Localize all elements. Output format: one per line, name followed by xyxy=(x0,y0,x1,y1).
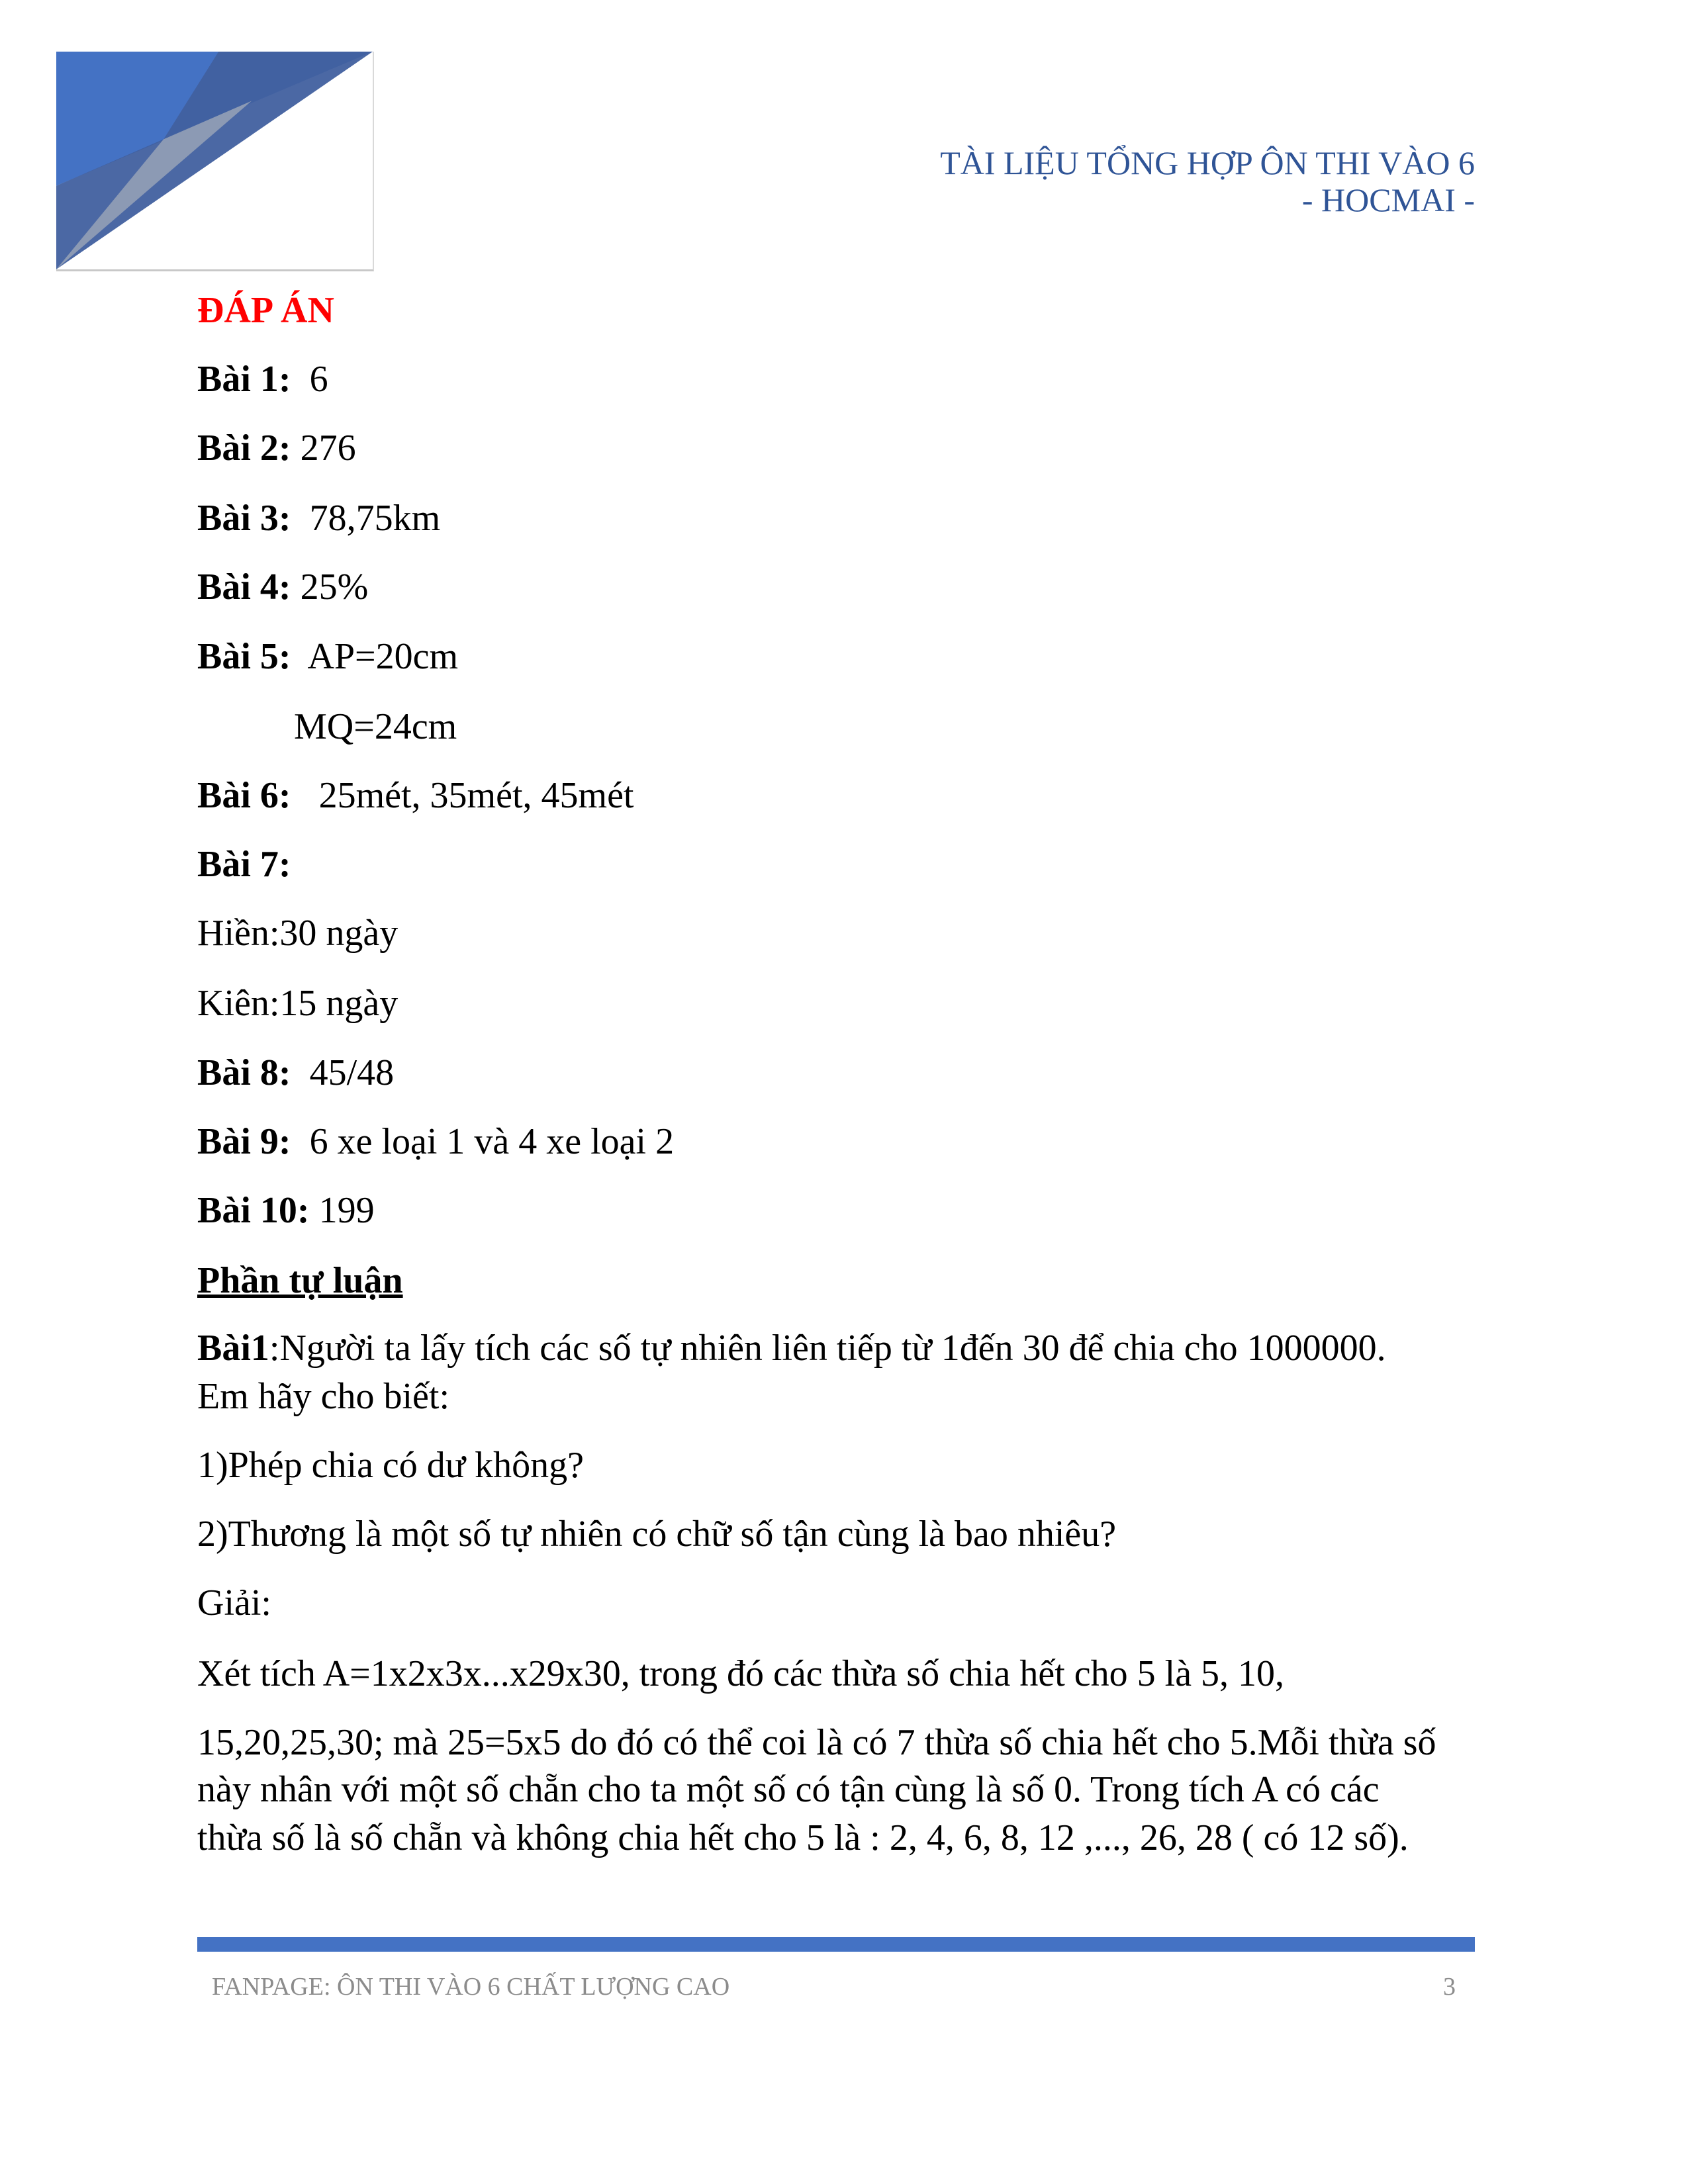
answer-row xyxy=(197,563,368,611)
answer-row xyxy=(197,1187,375,1234)
answer-value: 276 xyxy=(291,428,356,469)
answer-row xyxy=(197,355,328,403)
answer-value: Hiền:30 ngày xyxy=(197,913,399,954)
answer-label: Bài 1: xyxy=(197,359,291,400)
answer-label: Bài 6: xyxy=(197,775,291,816)
question-2: 2)Thương là một số tự nhiên có chữ số tận cùng là bao nhiêu? xyxy=(197,1514,1117,1555)
answer-value: AP=20cm xyxy=(291,636,459,677)
answer-label: Bài 4: xyxy=(197,567,291,608)
section-title: Phần tự luận xyxy=(197,1260,403,1301)
answer-value: 199 xyxy=(309,1190,375,1231)
answer-value: MQ=24cm xyxy=(294,706,457,747)
header-title: TÀI LIỆU TỔNG HỢP ÔN THI VÀO 6 xyxy=(940,144,1475,181)
solution-line-4: thừa số là số chẵn và không chia hết cho 5 là : 2, 4, 6, 8, 12 ,..., 26, 28 ( có 12 số). xyxy=(197,1817,1409,1858)
answer-row xyxy=(197,424,356,472)
solution-line-3: này nhân với một số chẵn cho ta một số có tận cùng là số 0. Trong tích A có các xyxy=(197,1769,1380,1810)
answer-row xyxy=(294,703,457,751)
answers-heading: ĐÁP ÁN xyxy=(197,290,334,331)
answer-label: Bài 10: xyxy=(197,1190,310,1231)
answer-value: 25% xyxy=(291,567,369,608)
answer-value: 6 xe loại 1 và 4 xe loại 2 xyxy=(291,1121,675,1162)
answer-value: 25mét, 35mét, 45mét xyxy=(291,775,634,816)
footer-text: FANPAGE: ÔN THI VÀO 6 CHẤT LƯỢNG CAO xyxy=(212,1973,730,2001)
answer-row xyxy=(197,979,398,1027)
problem-line-1 xyxy=(197,1324,1386,1372)
answer-value: 78,75km xyxy=(291,498,441,539)
footer-divider xyxy=(197,1937,1475,1952)
answer-row xyxy=(197,1049,394,1097)
answer-label: Bài 3: xyxy=(197,498,291,539)
problem-line-2: Em hãy cho biết: xyxy=(197,1376,450,1417)
problem-label: Bài1 xyxy=(197,1328,269,1369)
answer-label: Bài 7: xyxy=(197,844,291,885)
answer-label: Bài 8: xyxy=(197,1052,291,1093)
answer-value: Kiên:15 ngày xyxy=(197,983,399,1024)
solution-line-1: Xét tích A=1x2x3x...x29x30, trong đó các thừa số chia hết cho 5 là 5, 10, xyxy=(197,1653,1285,1694)
answer-row xyxy=(197,909,398,957)
answer-value: 6 xyxy=(291,359,328,400)
page-number: 3 xyxy=(1443,1973,1456,2001)
answer-label: Bài 9: xyxy=(197,1121,291,1162)
solution-line-2: 15,20,25,30; mà 25=5x5 do đó có thể coi là có 7 thừa số chia hết cho 5.Mỗi thừa số xyxy=(197,1722,1436,1763)
answer-row xyxy=(197,772,633,819)
answer-row xyxy=(197,841,291,888)
answer-row xyxy=(197,633,458,680)
answer-value: 45/48 xyxy=(291,1052,395,1093)
answer-label: Bài 2: xyxy=(197,428,291,469)
solution-label: Giải: xyxy=(197,1582,271,1623)
header-subtitle: - HOCMAI - xyxy=(1301,181,1475,218)
question-1: 1)Phép chia có dư không? xyxy=(197,1445,584,1486)
answer-label: Bài 5: xyxy=(197,636,291,677)
header-logo-graphic xyxy=(56,52,374,271)
answer-row xyxy=(197,494,440,542)
answer-row xyxy=(197,1118,674,1165)
problem-text: :Người ta lấy tích các số tự nhiên liên tiếp từ 1đến 30 để chia cho 1000000. xyxy=(269,1328,1386,1369)
